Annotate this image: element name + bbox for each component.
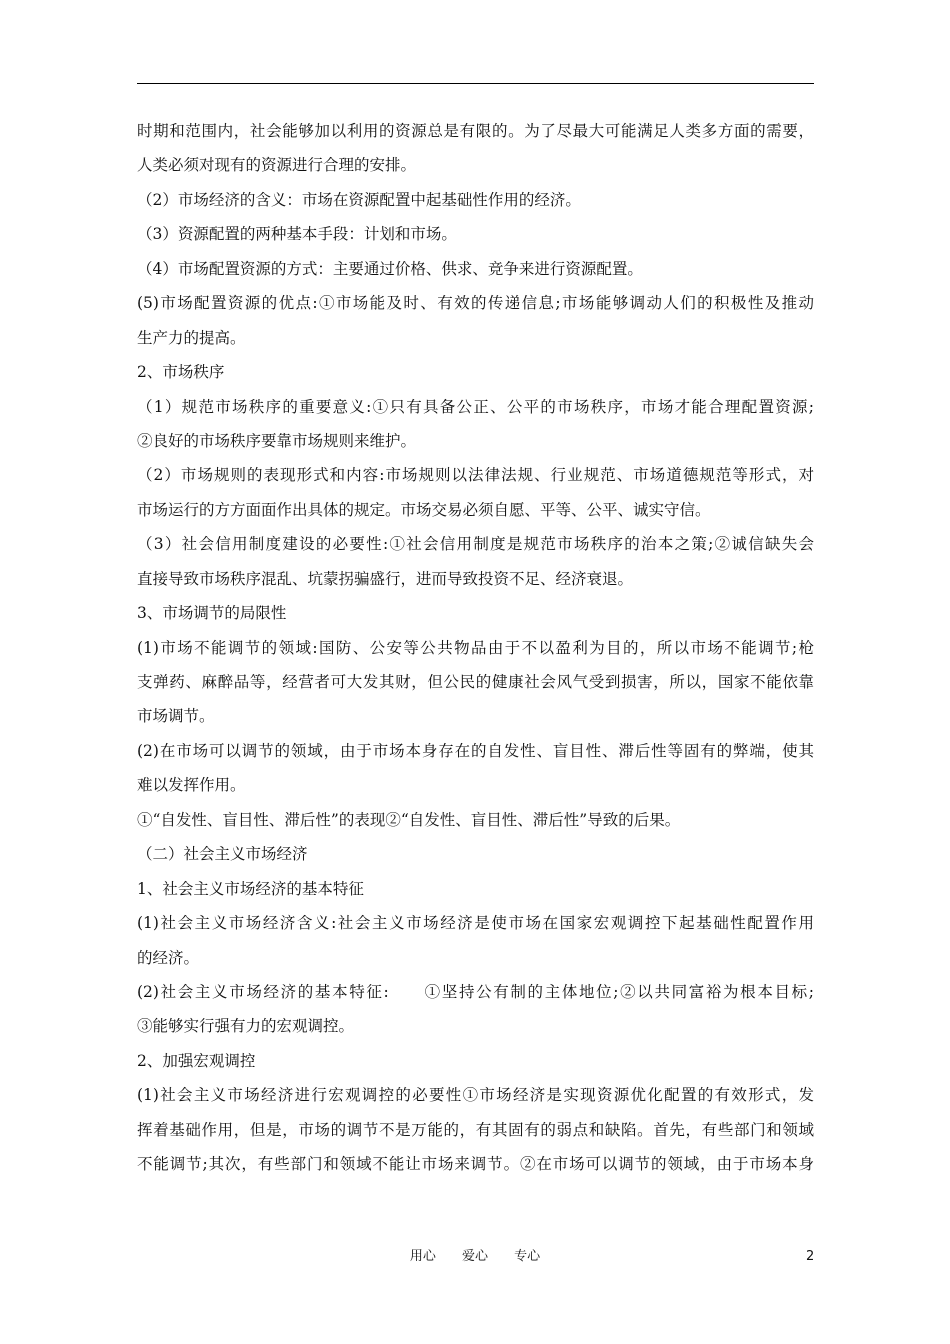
text-line: 市场调节。	[137, 707, 215, 726]
text-line: (1)市场不能调节的领域:国防、公安等公共物品由于不以盈利为目的，所以市场不能调节;枪	[137, 638, 814, 657]
header-rule	[137, 83, 814, 84]
text-line: 挥着基础作用，但是，市场的调节不是万能的，有其固有的弱点和缺陷。首先，有些部门和领域	[137, 1120, 814, 1139]
page-number: 2	[806, 1249, 815, 1264]
text-line: (2)社会主义市场经济的基本特征: ①坚持公有制的主体地位;②以共同富裕为根本目标;	[137, 982, 814, 1001]
text-line: （3）资源配置的两种基本手段：计划和市场。	[137, 225, 457, 244]
text-line: （二）社会主义市场经济	[137, 845, 308, 864]
text-line: 1、社会主义市场经济的基本特征	[137, 879, 364, 898]
text-line: 时期和范围内，社会能够加以利用的资源总是有限的。为了尽最大可能满足人类多方面的需要，	[137, 122, 814, 140]
text-line: 人类必须对现有的资源进行合理的安排。	[137, 156, 417, 175]
text-line: 生产力的提高。	[137, 328, 246, 347]
document-body	[137, 121, 814, 1189]
text-line: （1）规范市场秩序的重要意义:①只有具备公正、公平的市场秩序，市场才能合理配置资源;	[137, 397, 814, 416]
text-line: 市场运行的方方面面作出具体的规定。市场交易必须自愿、平等、公平、诚实守信。	[137, 500, 711, 519]
text-line: （2）市场规则的表现形式和内容:市场规则以法律法规、行业规范、市场道德规范等形式，对	[137, 466, 814, 485]
text-line: 直接导致市场秩序混乱、坑蒙拐骗盛行，进而导致投资不足、经济衰退。	[137, 569, 634, 588]
text-line: ③能够实行强有力的宏观调控。	[137, 1017, 355, 1036]
text-line: 难以发挥作用。	[137, 776, 246, 795]
footer-motto: 用心 爱心 专心	[409, 1249, 541, 1264]
text-line: （2）市场经济的含义：市场在资源配置中起基础性作用的经济。	[137, 190, 581, 209]
text-line: （3）社会信用制度建设的必要性:①社会信用制度是规范市场秩序的治本之策;②诚信缺失会	[137, 535, 814, 554]
text-line: 3、市场调节的局限性	[137, 604, 287, 623]
text-line: (5)市场配置资源的优点:①市场能及时、有效的传递信息;市场能够调动人们的积极性及推动	[137, 294, 814, 313]
text-line: (1)社会主义市场经济进行宏观调控的必要性①市场经济是实现资源优化配置的有效形式，发	[137, 1086, 814, 1105]
text-line: 2、加强宏观调控	[137, 1051, 256, 1070]
text-line: 的经济。	[137, 948, 200, 967]
text-line: (1)社会主义市场经济含义:社会主义市场经济是使市场在国家宏观调控下起基础性配置作用	[137, 914, 814, 933]
text-line: 不能调节;其次，有些部门和领域不能让市场来调节。②在市场可以调节的领域，由于市场本身	[137, 1155, 814, 1174]
text-line: （4）市场配置资源的方式：主要通过价格、供求、竞争来进行资源配置。	[137, 259, 643, 278]
text-line: 支弹药、麻醉品等，经营者可大发其财，但公民的健康社会风气受到损害，所以，国家不能依靠	[137, 673, 814, 691]
text-line: ①“自发性、盲目性、滞后性”的表现②“自发性、盲目性、滞后性”导致的后果。	[137, 810, 681, 829]
text-line: (2)在市场可以调节的领域，由于市场本身存在的自发性、盲目性、滞后性等固有的弊端，使其	[137, 741, 814, 760]
text-line: 2、市场秩序	[137, 363, 225, 382]
text-line: ②良好的市场秩序要靠市场规则来维护。	[137, 431, 417, 450]
